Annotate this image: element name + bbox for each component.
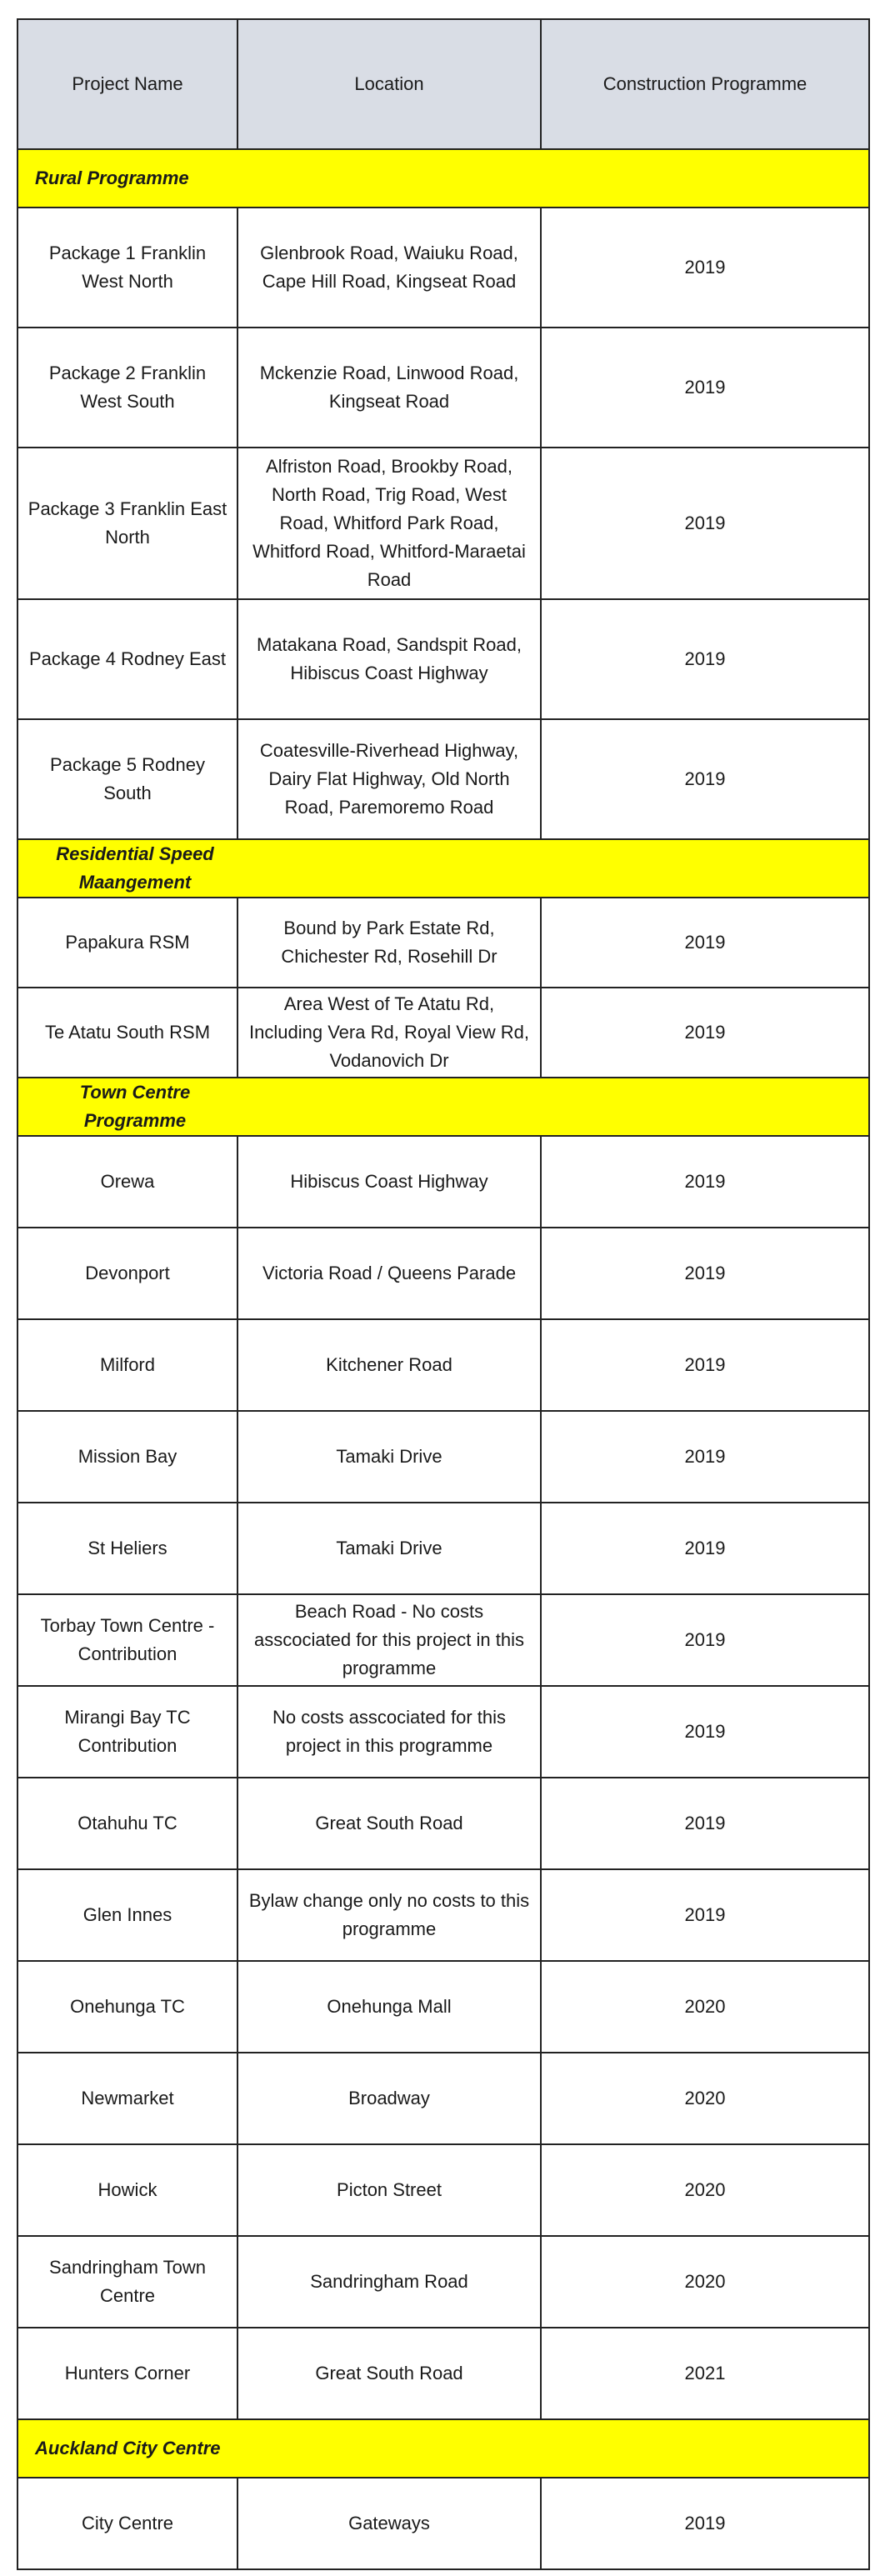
table-row [18,2053,869,2144]
table-row [18,2328,869,2419]
table-row [18,448,869,599]
construction-programme-cell: 2021 [541,2328,869,2419]
location-cell: Coatesville-Riverhead Highway, Dairy Flat Highway, Old North Road, Paremoremo Road [238,719,541,839]
location-cell: Picton Street [238,2144,541,2236]
column-header-project-name: Project Name [18,19,238,149]
construction-programme-cell: 2019 [541,1411,869,1503]
project-name-cell: Glen Innes [18,1869,238,1961]
project-name-cell: City Centre [18,2478,238,2569]
project-name-cell: Package 5 Rodney South [18,719,238,839]
programme-table-container [17,18,868,2570]
table-row [18,898,869,988]
section-title: Town Centre Programme [79,1082,191,1131]
project-name-cell: Sandringham Town Centre [18,2236,238,2328]
project-name-cell: Orewa [18,1136,238,1228]
construction-programme-cell: 2019 [541,1319,869,1411]
table-row [18,1594,869,1686]
table-row [18,2144,869,2236]
construction-programme-cell: 2019 [541,1869,869,1961]
project-name-cell: Hunters Corner [18,2328,238,2419]
location-cell: Great South Road [238,2328,541,2419]
project-name-cell: Package 2 Franklin West South [18,328,238,448]
location-cell: Area West of Te Atatu Rd, Including Vera Rd, Royal View Rd, Vodanovich Dr [238,988,541,1078]
construction-programme-cell: 2019 [541,1686,869,1778]
location-cell: Bound by Park Estate Rd, Chichester Rd, Rosehill Dr [238,898,541,988]
location-cell: Tamaki Drive [238,1503,541,1594]
location-cell: Bylaw change only no costs to this programme [238,1869,541,1961]
project-name-cell: Newmarket [18,2053,238,2144]
section-title: Residential Speed Maangement [56,843,214,893]
table-row [18,1228,869,1319]
project-name-cell: Package 1 Franklin West North [18,208,238,328]
location-cell: Onehunga Mall [238,1961,541,2053]
project-name-cell: St Heliers [18,1503,238,1594]
location-cell: Great South Road [238,1778,541,1869]
location-cell: Alfriston Road, Brookby Road, North Road, Trig Road, West Road, Whitford Park Road, Whitford Road, Whitford-Maraetai Road [238,448,541,599]
location-cell: Matakana Road, Sandspit Road, Hibiscus Coast Highway [238,599,541,719]
project-name-cell: Onehunga TC [18,1961,238,2053]
location-cell: Beach Road - No costs asscociated for this project in this programme [238,1594,541,1686]
location-cell: Mckenzie Road, Linwood Road, Kingseat Road [238,328,541,448]
table-row [18,599,869,719]
construction-programme-cell: 2019 [541,898,869,988]
project-name-cell: Devonport [18,1228,238,1319]
table-row [18,2236,869,2328]
project-name-cell: Torbay Town Centre - Contribution [18,1594,238,1686]
construction-programme-cell: 2019 [541,719,869,839]
project-name-cell: Howick [18,2144,238,2236]
table-row [18,1136,869,1228]
construction-programme-cell: 2019 [541,208,869,328]
construction-programme-cell: 2019 [541,988,869,1078]
section-row [18,1078,869,1136]
table-row [18,719,869,839]
section-title-cell [18,2419,869,2478]
construction-programme-cell: 2019 [541,1778,869,1869]
location-cell: No costs asscociated for this project in this programme [238,1686,541,1778]
location-cell: Glenbrook Road, Waiuku Road, Cape Hill Road, Kingseat Road [238,208,541,328]
column-header-location: Location [238,19,541,149]
construction-programme-cell: 2020 [541,2053,869,2144]
section-row [18,839,869,898]
table-row [18,1869,869,1961]
project-name-cell: Mirangi Bay TC Contribution [18,1686,238,1778]
location-cell: Kitchener Road [238,1319,541,1411]
table-row [18,1686,869,1778]
location-cell: Sandringham Road [238,2236,541,2328]
construction-programme-cell: 2019 [541,328,869,448]
column-header-construction-programme: Construction Programme [541,19,869,149]
construction-programme-cell: 2020 [541,2236,869,2328]
table-row [18,1411,869,1503]
construction-programme-cell: 2020 [541,1961,869,2053]
programme-table [17,18,870,2570]
section-row [18,149,869,208]
section-title: Rural Programme [35,168,189,188]
section-title-cell [18,839,869,898]
table-row [18,208,869,328]
construction-programme-cell: 2019 [541,1503,869,1594]
table-row [18,1778,869,1869]
construction-programme-cell: 2019 [541,448,869,599]
project-name-cell: Package 3 Franklin East North [18,448,238,599]
table-row [18,1503,869,1594]
project-name-cell: Te Atatu South RSM [18,988,238,1078]
location-cell: Tamaki Drive [238,1411,541,1503]
section-title-cell [18,1078,869,1136]
project-name-cell: Otahuhu TC [18,1778,238,1869]
project-name-cell: Milford [18,1319,238,1411]
table-row [18,328,869,448]
table-row [18,1319,869,1411]
section-title-cell [18,149,869,208]
table-row [18,988,869,1078]
project-name-cell: Mission Bay [18,1411,238,1503]
location-cell: Victoria Road / Queens Parade [238,1228,541,1319]
construction-programme-cell: 2019 [541,1228,869,1319]
construction-programme-cell: 2019 [541,2478,869,2569]
location-cell: Gateways [238,2478,541,2569]
header-row [18,19,869,149]
table-row [18,2478,869,2569]
project-name-cell: Papakura RSM [18,898,238,988]
construction-programme-cell: 2020 [541,2144,869,2236]
location-cell: Broadway [238,2053,541,2144]
construction-programme-cell: 2019 [541,599,869,719]
table-row [18,1961,869,2053]
project-name-cell: Package 4 Rodney East [18,599,238,719]
section-title: Auckland City Centre [35,2438,221,2458]
construction-programme-cell: 2019 [541,1594,869,1686]
table-body [18,149,869,2569]
section-row [18,2419,869,2478]
construction-programme-cell: 2019 [541,1136,869,1228]
location-cell: Hibiscus Coast Highway [238,1136,541,1228]
